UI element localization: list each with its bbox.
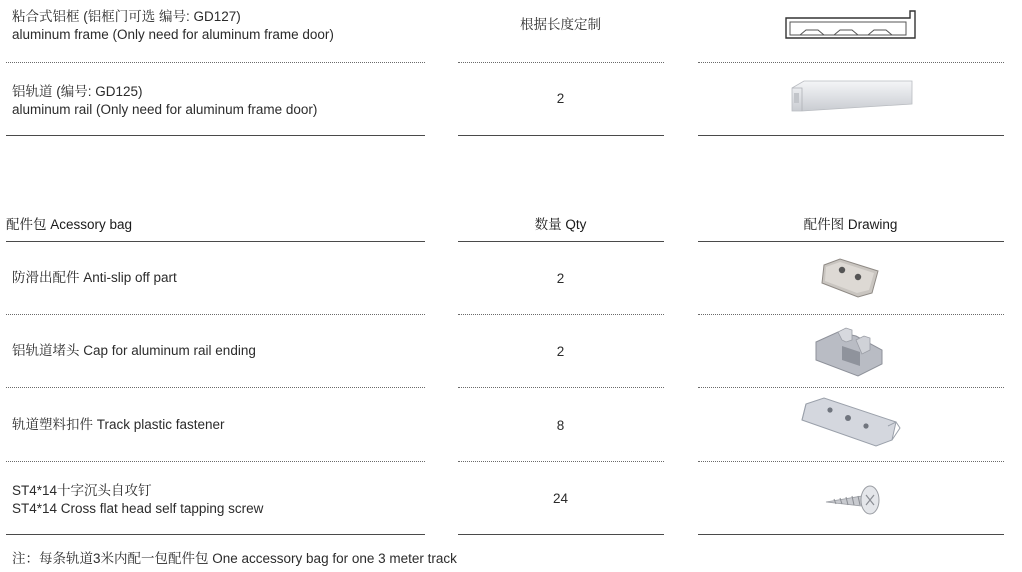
row-divider [698, 461, 1004, 462]
row-divider [458, 387, 664, 388]
rail-end-cap-name: 铝轨道堵头 Cap for aluminum rail ending [12, 343, 256, 358]
section-divider [6, 135, 425, 136]
rail-end-cap-icon [812, 326, 888, 378]
row-divider [6, 62, 425, 63]
plastic-fastener-icon [800, 396, 902, 448]
qty-header: 数量 Qty [534, 217, 587, 232]
row-divider [698, 314, 1004, 315]
screw-qty: 24 [552, 491, 569, 506]
drawing-header: 配件图 Drawing [803, 217, 898, 232]
accessory-bag-header: 配件包 Acessory bag [6, 217, 133, 232]
rail-name-en: aluminum rail (Only need for aluminum frame door) [12, 102, 318, 117]
rail-name-cn: 铝轨道 (编号: GD125) [12, 84, 143, 99]
header-divider [6, 241, 425, 242]
screw-name-cn: ST4*14十字沉头自攻钉 [12, 483, 152, 498]
header-divider [698, 241, 1004, 242]
row-divider [6, 314, 425, 315]
row-divider [458, 461, 664, 462]
frame-qty: 根据长度定制 [520, 17, 601, 32]
row-divider [6, 387, 425, 388]
screw-icon [822, 482, 882, 516]
table-bottom-divider [698, 534, 1004, 535]
section-divider [458, 135, 664, 136]
table-bottom-divider [458, 534, 664, 535]
section-divider [698, 135, 1004, 136]
frame-name-cn: 粘合式铝框 (铝框门可选 编号: GD127) [12, 9, 241, 24]
aluminum-rail-icon [790, 78, 914, 114]
header-divider [458, 241, 664, 242]
rail-qty: 2 [556, 91, 565, 106]
rail-end-cap-qty: 2 [556, 344, 565, 359]
plastic-fastener-qty: 8 [556, 418, 565, 433]
footnote: 注：每条轨道3米内配一包配件包 One accessory bag for one 3 meter track [12, 551, 457, 566]
aluminum-frame-profile-icon [784, 8, 918, 42]
row-divider [458, 314, 664, 315]
row-divider [698, 387, 1004, 388]
anti-slip-part-qty: 2 [556, 271, 565, 286]
frame-name-en: aluminum frame (Only need for aluminum frame door) [12, 27, 334, 42]
row-divider [6, 461, 425, 462]
anti-slip-part-name: 防滑出配件 Anti-slip off part [12, 270, 177, 285]
anti-slip-part-icon [818, 255, 884, 301]
plastic-fastener-name: 轨道塑料扣件 Track plastic fastener [12, 417, 225, 432]
row-divider [458, 62, 664, 63]
screw-name-en: ST4*14 Cross flat head self tapping screw [12, 501, 264, 516]
table-bottom-divider [6, 534, 425, 535]
row-divider [698, 62, 1004, 63]
